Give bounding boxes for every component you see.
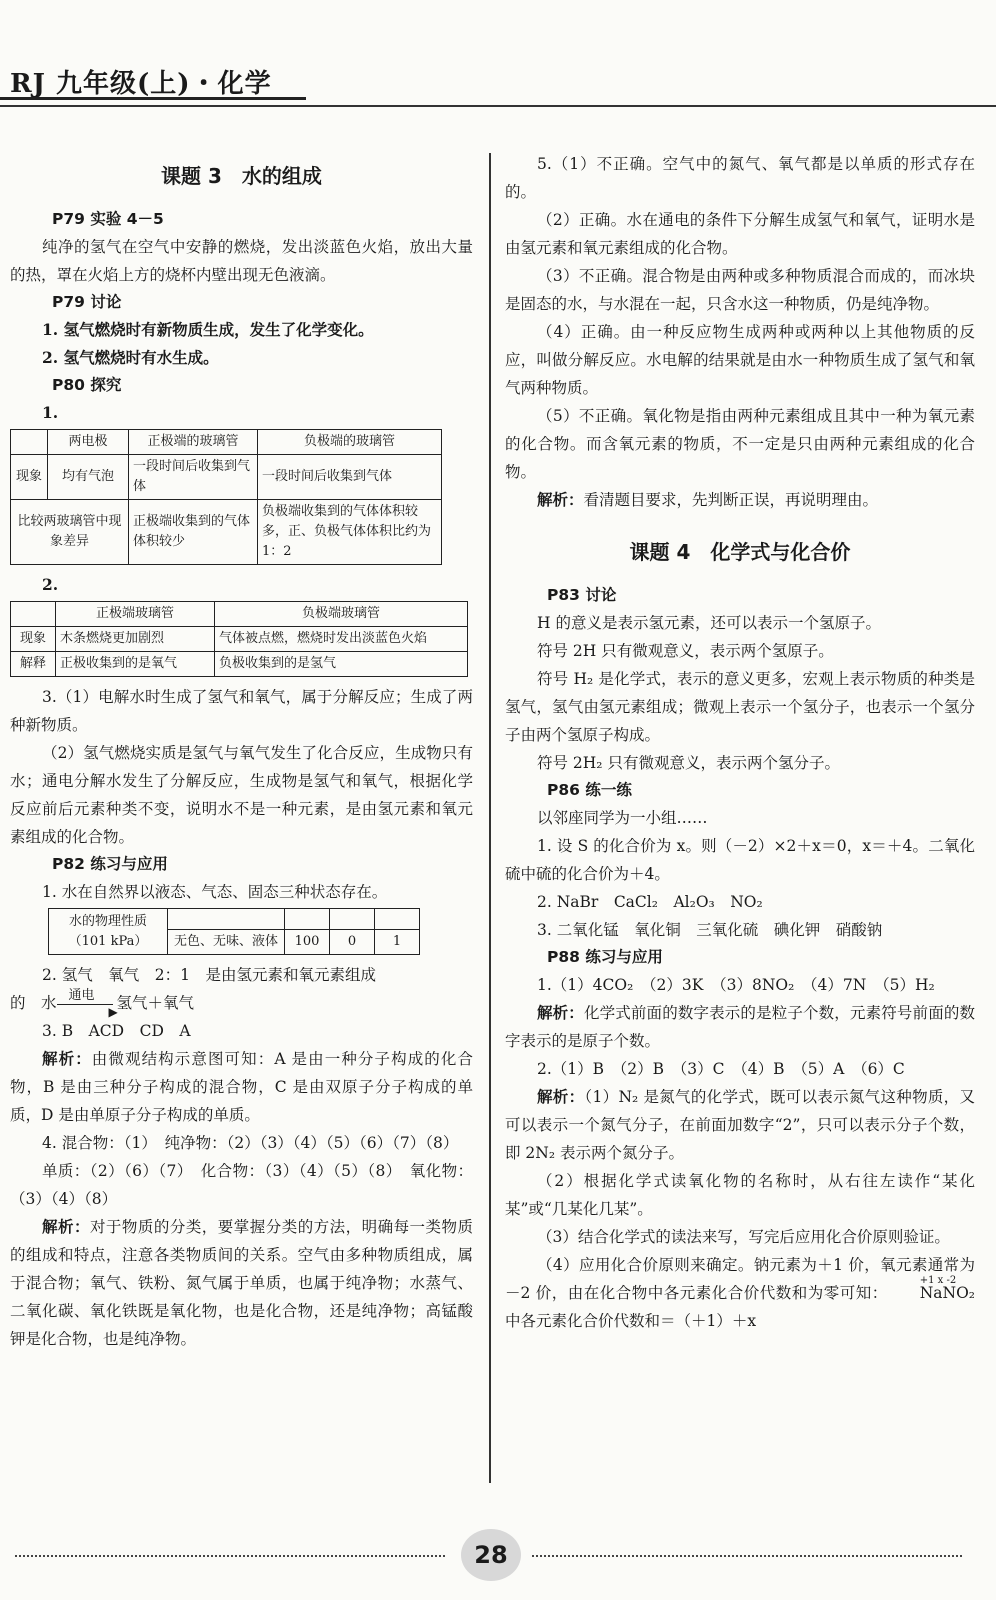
paragraph: （2）氢气燃烧实质是氢气与氧气发生了化合反应，生成物只有水；通电分解水发生了分解反应，生成物是氢气和氧气，根据化学反应前后元素种类不变，说明水不是一种元素，是由氢元素和氧元素组成的化合物。 (10, 744, 473, 846)
paragraph: 4. 混合物：（1） 纯净物：（2）（3）（4）（5）（6）（7）（8） (42, 1134, 459, 1152)
paragraph: 3. B ACD CD A (42, 1022, 191, 1040)
paragraph: （2）正确。水在通电的条件下分解生成氢气和氧气，证明水是由氢元素和氧元素组成的化合物。 (505, 211, 975, 257)
table-cell: 正极端收集到的气体体积较少 (129, 500, 258, 565)
table-electrolysis-1 (10, 429, 442, 565)
paragraph (505, 1251, 975, 1335)
analysis-label: 解析： (537, 1087, 585, 1106)
table-label: 2. (42, 575, 59, 594)
paragraph: 2.（1）B （2）B （3）C （4）B （5）A （6）C (537, 1060, 905, 1078)
table-water-properties (48, 908, 420, 955)
table-header: 正极端的玻璃管 (129, 430, 258, 455)
paragraph: 1. 设 S 的化合价为 x。则（－2）×2＋x＝0，x＝＋4。二氧化硫中硫的化合价为＋4。 (505, 837, 975, 883)
table-cell (168, 909, 285, 930)
table-cell (11, 602, 56, 627)
paragraph-text: （4）应用化合价原则来确定。钠元素为＋1 价，氧元素通常为－2 价，由在化合物中各元素化合价代数和为零可知： (505, 1256, 975, 1302)
table-header: 两电极 (48, 430, 129, 455)
formula: NaNO₂ (919, 1284, 975, 1302)
table-label: 1. (42, 403, 59, 422)
table-cell: 木条燃烧更加剧烈 (56, 627, 215, 652)
footer-dots-right (532, 1555, 962, 1557)
paragraph: 符号 H₂ 是化学式，表示的意义更多，宏观上表示物质的种类是氢气，氢气由氢元素组成；微观上表示一个氢分子，也表示一个氢分子由两个氢原子构成。 (505, 670, 975, 744)
table-cell (285, 909, 330, 930)
paragraph-equation (10, 989, 473, 1017)
paragraph: 1. 氢气燃烧时有新物质生成，发生了化学变化。 (42, 320, 374, 339)
paragraph: 1. 水在自然界以液态、气态、固态三种状态存在。 (42, 883, 388, 901)
table-cell: 现象 (11, 455, 48, 500)
analysis (505, 486, 975, 514)
table-cell: 均有气泡 (48, 455, 129, 500)
analysis (10, 1213, 473, 1353)
paragraph: 符号 2H 只有微观意义，表示两个氢原子。 (537, 642, 834, 660)
paragraph: 2. 氢气燃烧时有水生成。 (42, 348, 219, 367)
equation-text: 氢气＋氧气 (116, 994, 195, 1012)
subheading-p82-practice: P82 练习与应用 (52, 855, 168, 873)
table-cell: 无色、无味、液体 (168, 930, 285, 955)
arrow-label: 通电 (68, 988, 95, 1003)
page-header (0, 60, 996, 110)
subheading-p88-practice: P88 练习与应用 (547, 948, 663, 966)
subheading-p86-practice: P86 练一练 (547, 781, 632, 799)
paragraph: 以邻座同学为一小组…… (537, 809, 708, 827)
paragraph: （4）正确。由一种反应物生成两种或两种以上其他物质的反应，叫做分解反应。水电解的结果就是由水一种物质生成了氢气和氧气两种物质。 (505, 323, 975, 397)
left-column (10, 150, 473, 1353)
formula-with-valence (888, 1275, 975, 1307)
table-cell (330, 909, 375, 930)
page-number: 28 (461, 1529, 521, 1581)
paragraph: 单质：（2）（6）（7） 化合物：（3）（4）（5）（8） 氧化物：（3）（4）（8） (10, 1162, 473, 1208)
paragraph: 符号 2H₂ 只有微观意义，表示两个氢分子。 (537, 754, 840, 772)
footer-dots-left (15, 1555, 445, 1557)
analysis (505, 999, 975, 1055)
table-cell (375, 909, 420, 930)
paragraph: 纯净的氢气在空气中安静的燃烧，发出淡蓝色火焰，放出大量的热，罩在火焰上方的烧杯内壁出现无色液滴。 (10, 238, 473, 284)
header-rule (0, 105, 996, 107)
column-divider (489, 153, 491, 1483)
table-cell: 负极端收集到的气体体积较多，正、负极气体体积比约为 1：2 (258, 500, 442, 565)
valence-marks: +1 x -2 (919, 1275, 957, 1286)
table-header: 负极端的玻璃管 (258, 430, 442, 455)
analysis-text: （1）N₂ 是氮气的化学式，既可以表示氮气这种物质，又可以表示一个氮气分子，在前面加数字“2”，只可以表示分子个数，即 2N₂ 表示两个氮分子。 (505, 1088, 975, 1162)
paragraph: （5）不正确。氧化物是指由两种元素组成且其中一种为氧元素的化合物。而含氧元素的物质，不一定是只由两种元素组成的化合物。 (505, 407, 975, 481)
paragraph: （3）结合化学式的读法来写，写完后应用化合价原则验证。 (537, 1228, 950, 1246)
paragraph: 2. NaBr CaCl₂ Al₂O₃ NO₂ (537, 893, 763, 911)
table-cell (49, 909, 168, 955)
paragraph-text: 中各元素化合价代数和＝（＋1）＋x (505, 1312, 757, 1330)
analysis (10, 1045, 473, 1129)
subheading-p80-explore: P80 探究 (52, 376, 122, 394)
table-cell: 负极收集到的是氢气 (215, 652, 468, 677)
table-cell-text: 水的物理性质 (68, 913, 147, 929)
table-cell: 比较两玻璃管中现象差异 (11, 500, 129, 565)
header-title: RJ 九年级(上)・化学 (10, 69, 272, 99)
table-cell: 一段时间后收集到气体 (129, 455, 258, 500)
header-rule-short (0, 97, 306, 100)
table-header: 负极端玻璃管 (215, 602, 468, 627)
table-header: 正极端玻璃管 (56, 602, 215, 627)
right-column (505, 150, 975, 1335)
analysis-text: 对于物质的分类，要掌握分类的方法，明确每一类物质的组成和特点，注意各类物质间的关系。空气由多种物质组成，属于混合物；氧气、铁粉、氮气属于单质，也属于纯净物；水蒸气、二氧化碳、氧化铁既是氧化物，也是化合物，还是纯净物；高锰酸钾是化合物，也是纯净物。 (10, 1218, 473, 1348)
table-cell: 一段时间后收集到气体 (258, 455, 442, 500)
section-title-4: 课题 4 化学式与化合价 (629, 540, 851, 564)
paragraph: 2. 氢气 氧气 2：1 是由氢元素和氧元素组成 (42, 966, 376, 984)
table-cell-text: （101 kPa） (68, 933, 148, 949)
analysis-text: 化学式前面的数字表示的是粒子个数，元素符号前面的数字表示的是原子个数。 (505, 1004, 975, 1050)
analysis-text: 看清题目要求，先判断正误，再说明理由。 (583, 491, 879, 509)
table-cell (11, 430, 48, 455)
table-cell: 1 (375, 930, 420, 955)
equation-text: 的 水 (10, 994, 57, 1012)
paragraph: （3）不正确。混合物是由两种或多种物质混合而成的，而冰块是固态的水，与水混在一起，只含水这一种物质，仍是纯净物。 (505, 267, 975, 313)
table-cell: 解释 (11, 652, 56, 677)
paragraph: 1.（1）4CO₂ （2）3K （3）8NO₂ （4）7N （5）H₂ (537, 976, 935, 994)
analysis-label: 解析： (42, 1049, 92, 1068)
table-cell: 正极收集到的是氧气 (56, 652, 215, 677)
subheading-p79-discussion: P79 讨论 (52, 293, 122, 311)
section-title-3: 课题 3 水的组成 (161, 164, 322, 188)
subheading-p79-experiment: P79 实验 4－5 (52, 210, 164, 228)
reaction-arrow: 通电 ▶ (57, 994, 117, 1014)
analysis-label: 解析： (537, 490, 584, 509)
analysis (505, 1083, 975, 1167)
paragraph: （2）根据化学式读氧化物的名称时，从右往左读作“某化某”或“几某化几某”。 (505, 1172, 975, 1218)
table-cell: 气体被点燃，燃烧时发出淡蓝色火焰 (215, 627, 468, 652)
table-cell: 100 (285, 930, 330, 955)
analysis-label: 解析： (42, 1217, 90, 1236)
paragraph: H 的意义是表示氢元素，还可以表示一个氢原子。 (537, 614, 881, 632)
table-cell: 0 (330, 930, 375, 955)
paragraph: 3.（1）电解水时生成了氢气和氧气，属于分解反应；生成了两种新物质。 (10, 688, 473, 734)
subheading-p83-discussion: P83 讨论 (547, 586, 617, 604)
analysis-text: 由微观结构示意图可知：A 是由一种分子构成的化合物，B 是由三种分子构成的混合物，C 是由双原子分子构成的单质，D 是由单原子分子构成的单质。 (10, 1050, 473, 1124)
paragraph: 3. 二氧化锰 氧化铜 三氧化硫 碘化钾 硝酸钠 (537, 921, 883, 939)
analysis-label: 解析： (537, 1003, 584, 1022)
table-electrolysis-2 (10, 601, 468, 677)
table-cell: 现象 (11, 627, 56, 652)
paragraph: 5.（1）不正确。空气中的氮气、氧气都是以单质的形式存在的。 (505, 155, 975, 201)
